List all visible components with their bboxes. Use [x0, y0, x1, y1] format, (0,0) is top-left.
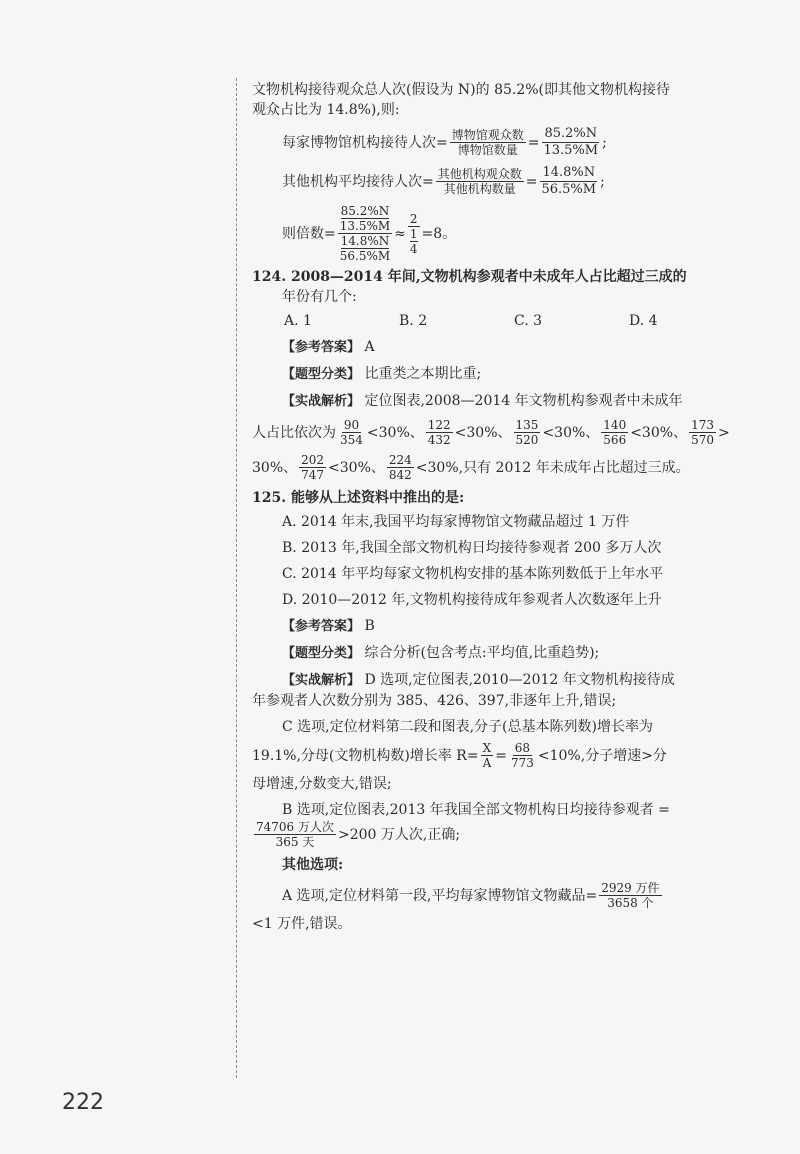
- q125-analysis-a2: <1 万件,错误。: [252, 916, 352, 932]
- q125-analysis-c2: 19.1%,分母(文物机构数)增长率 R = $\frac{X}{A}$ = $\frac{68}{773}$ <10%,分子增速>分: [252, 741, 667, 770]
- q125-analysis-c1: C 选项,定位材料第二段和图表,分子(总基本陈列数)增长率为: [282, 719, 653, 735]
- formula-museum-avg: 每家博物馆机构接待人次 = $\frac{\text{博物馆观众数}}{\text{博物馆数量}}$ = $\frac{85.2\%N}{13.5\%M}$ ;: [282, 126, 607, 158]
- formula-other-avg: 其他机构平均接待人次 = $\frac{\text{其他机构观众数}}{\text{其他机构数量}}$ = $\frac{14.8\%N}{56.5\%M}$ ;: [282, 165, 605, 197]
- q124-options: [252, 311, 752, 331]
- intro-line-1: 文物机构接待观众总人次(假设为 N)的 85.2%(即其他文物机构接待: [252, 82, 671, 98]
- compound-fraction: 85.2%N 13.5%M 14.8%N 56.5%M: [339, 204, 391, 263]
- fraction: $\frac{140}{566}$: [603, 418, 627, 447]
- fraction: $\frac{\text{博物馆观众数}}{\text{博物馆数量}}$: [451, 128, 524, 157]
- fraction: $\frac{\text{2929 万件}}{\text{3658 个}}$: [601, 881, 660, 910]
- q125-option-d: D. 2010—2012 年,文物机构接待成年参观者人次数逐年上升: [282, 592, 662, 608]
- fraction: $\frac{85.2\%N}{13.5\%M}$: [543, 126, 599, 158]
- intro-line-2: 观众占比为 14.8%),则:: [252, 102, 400, 118]
- q125-option-a: A. 2014 年末,我国平均每家博物馆文物藏品超过 1 万件: [282, 514, 630, 530]
- q124-type: 【题型分类】 比重类之本期比重;: [282, 366, 482, 382]
- page-number: 222: [62, 1090, 104, 1115]
- fraction: $\frac{14.8\%N}{56.5\%M}$: [541, 165, 597, 197]
- fraction: $\frac{\text{74706 万人次}}{\text{365 天}}$: [256, 820, 334, 849]
- approx-fraction: 2 1 4: [409, 211, 418, 256]
- q125-analysis-b2: $\frac{\text{74706 万人次}}{\text{365 天}}$ >200 万人次,正确;: [256, 820, 461, 849]
- fraction: $\frac{173}{570}$: [691, 418, 714, 447]
- fraction: $\frac{\text{其他机构观众数}}{\text{其他机构数量}}$: [437, 167, 522, 196]
- q124-analysis-1: 【实战解析】 定位图表,2008—2014 年文物机构参观者中未成年: [282, 393, 683, 409]
- fraction: $\frac{X}{A}$: [482, 741, 492, 770]
- fraction: $\frac{135}{520}$: [515, 418, 539, 447]
- fraction: $\frac{68}{773}$: [510, 741, 534, 770]
- content-body: [252, 80, 752, 934]
- q125-analysis-b1: B 选项,定位图表,2013 年我国全部文物机构日均接待参观者 =: [282, 802, 670, 818]
- fraction: $\frac{122}{432}$: [427, 418, 451, 447]
- question-125: 125. 能够从上述资料中推出的是:: [252, 490, 465, 506]
- question-124: 124. 2008—2014 年间,文物机构参观者中未成年人占比超过三成的: [252, 269, 687, 285]
- fraction: $\frac{224}{842}$: [388, 453, 412, 482]
- q125-analysis-d1: 【实战解析】 D 选项,定位图表,2010—2012 年文物机构接待成: [282, 672, 675, 688]
- option-b: B. 2: [399, 313, 428, 329]
- fraction: $\frac{90}{354}$: [340, 418, 363, 447]
- q125-analysis-c3: 母增速,分数变大,错误;: [252, 776, 392, 792]
- other-options-heading: 其他选项:: [282, 857, 344, 873]
- q125-analysis-d2: 年参观者人次数分别为 385、426、397,非逐年上升,错误;: [252, 693, 617, 709]
- option-a: A. 1: [284, 313, 312, 329]
- q125-option-c: C. 2014 年平均每家文物机构安排的基本陈列数低于上年水平: [282, 566, 664, 582]
- question-124-cont: 年份有几个:: [282, 289, 357, 305]
- fraction: $\frac{202}{747}$: [301, 453, 325, 482]
- q125-option-b: B. 2013 年,我国全部文物机构日均接待参观者 200 多万人次: [282, 540, 662, 556]
- q125-type: 【题型分类】 综合分析(包含考点:平均值,比重趋势);: [282, 645, 600, 661]
- margin-dashed-line: [236, 78, 245, 1078]
- q124-analysis-2: 人占比依次为 $\frac{90}{354}$ <30% 、 $\frac{122}{432}$ <30% 、 $\frac{135}{520}$ <30% 、 $\frac{140}{566}$ <30% 、 $\frac{173}{570}$ >: [252, 418, 730, 447]
- q125-answer: 【参考答案】 B: [282, 618, 375, 634]
- q124-analysis-3: 30% 、 $\frac{202}{747}$ <30% 、 $\frac{224}{842}$ <30% , 只有 2012 年未成年占比超过三成。: [252, 453, 690, 482]
- q125-analysis-a1: A 选项,定位材料第一段,平均每家博物馆文物藏品= $\frac{\text{2929 万件}}{\text{3658 个}}$: [282, 881, 660, 910]
- option-d: D. 4: [629, 313, 658, 329]
- formula-ratio: 则倍数 = 85.2%N 13.5%M 14.8%N 56.5%M ≈ 2 1 4 = 8。: [282, 204, 457, 263]
- option-c: C. 3: [514, 313, 543, 329]
- q124-answer: 【参考答案】 A: [282, 339, 375, 355]
